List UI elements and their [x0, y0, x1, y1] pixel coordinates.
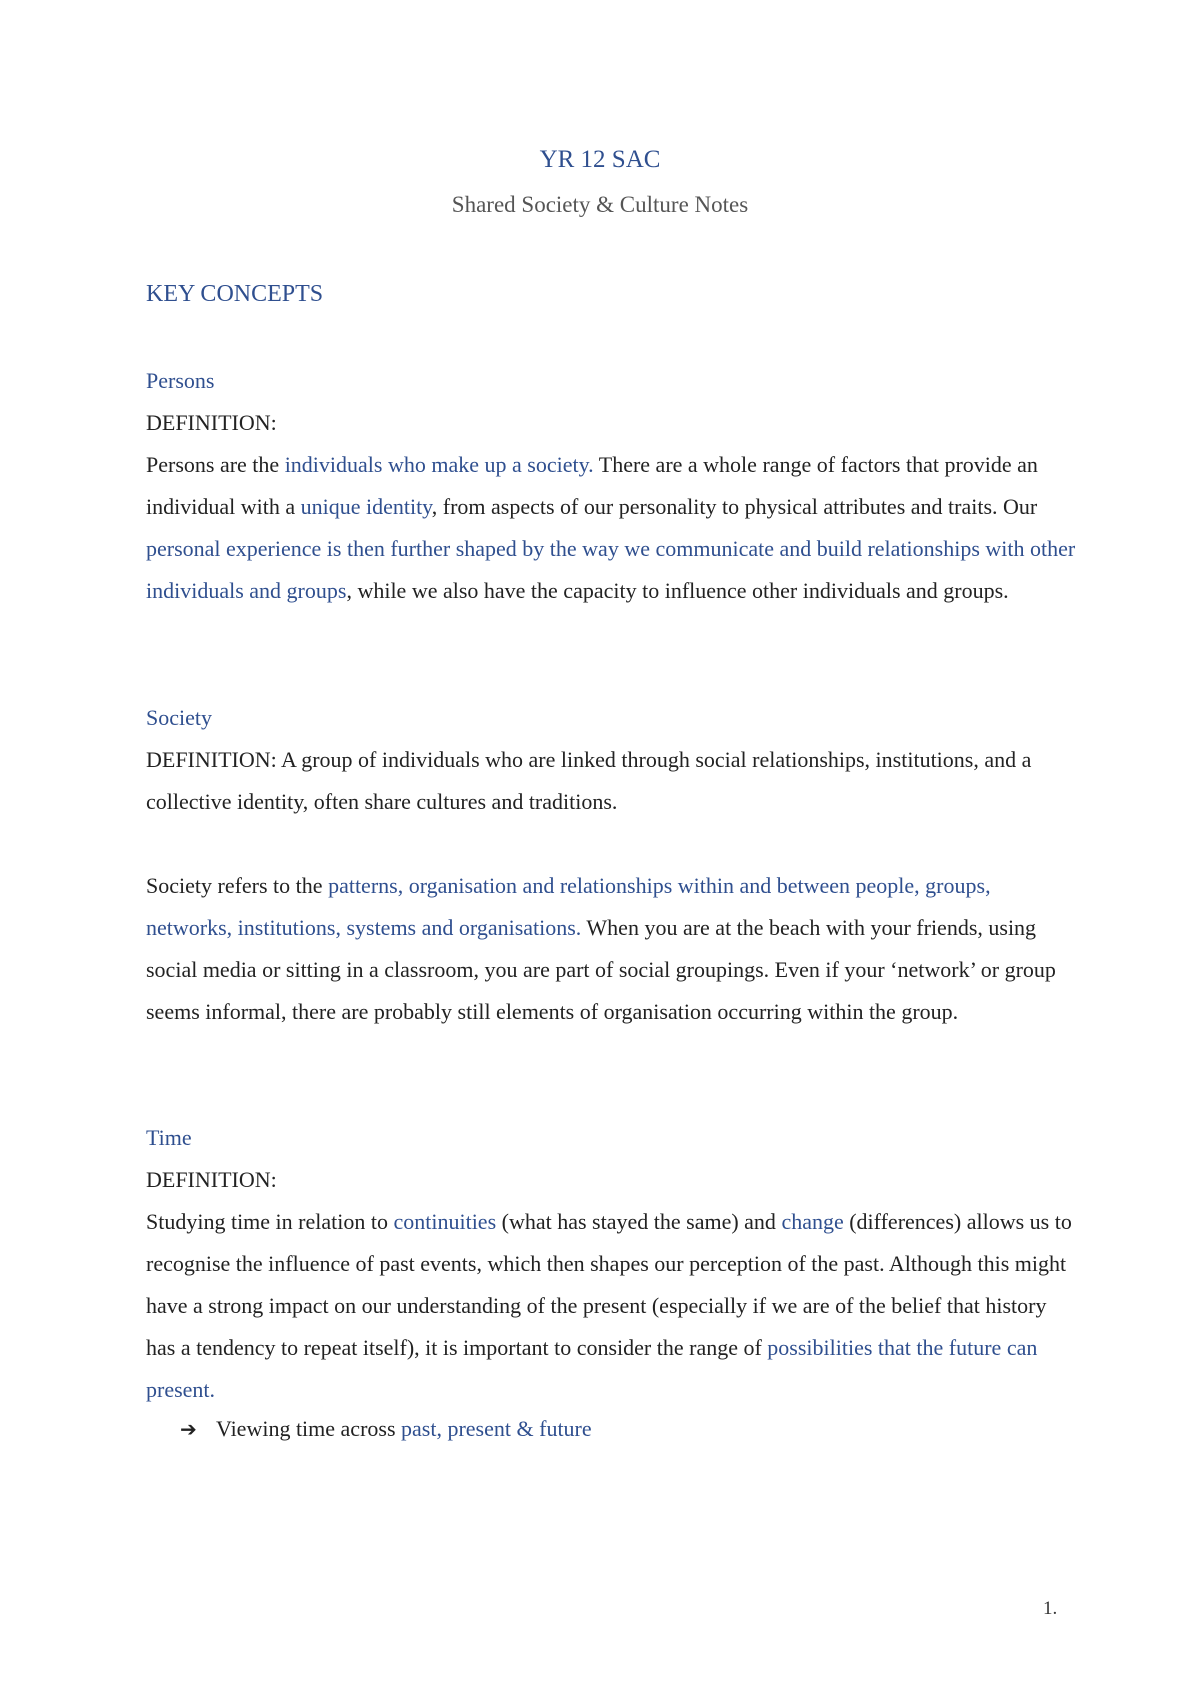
- time-bullet-highlight: past, present & future: [401, 1416, 592, 1441]
- persons-section: [146, 360, 1076, 612]
- arrow-right-icon: ➔: [180, 1417, 197, 1441]
- persons-paragraph: [146, 444, 1076, 612]
- time-heading: Time: [146, 1125, 192, 1150]
- time-section: [146, 1117, 1076, 1411]
- society-paragraph: [146, 865, 1076, 1033]
- page-number: 1.: [1043, 1598, 1058, 1619]
- time-bullet-item: [180, 1408, 592, 1450]
- document-title: YR 12 SAC: [539, 146, 661, 173]
- time-text-2: (what has stayed the same) and: [496, 1209, 782, 1234]
- time-highlight-3: possibilities that the future can present.: [146, 1335, 1038, 1402]
- persons-text-3: , from aspects of our personality to physical attributes and traits. Our: [431, 494, 1038, 519]
- society-text-2: When you are at the beach with your friends, using social media or sitting in a classroom, you are part of social groupings. Even if your ‘network’ or group seems informal, there are probably still elements of organisation occurring within the group.: [146, 915, 1056, 1024]
- society-body: [146, 865, 1076, 1033]
- time-text-1: Studying time in relation to: [146, 1209, 394, 1234]
- society-section: [146, 697, 1076, 823]
- persons-definition-label: DEFINITION:: [146, 410, 277, 435]
- document-subtitle: Shared Society & Culture Notes: [451, 192, 749, 217]
- time-definition-label: DEFINITION:: [146, 1167, 277, 1192]
- persons-highlight-1: individuals who make up a society.: [284, 452, 594, 477]
- time-text-3: (differences) allows us to recognise the influence of past events, which then shapes our perception of the past. Although this might have a strong impact on our understanding of the present (especially if we are of the belief that history has a tendency to repeat itself), it is important to consider the range of: [146, 1209, 1072, 1360]
- persons-highlight-3: personal experience is then further shaped by the way we communicate and build relationships with other individuals and groups: [146, 536, 1076, 603]
- persons-text-1: Persons are the: [146, 452, 285, 477]
- persons-text-2: There are a whole range of factors that provide an individual with a: [146, 452, 1038, 519]
- persons-text-4: , while we also have the capacity to influence other individuals and groups.: [346, 578, 1009, 603]
- society-text-1: Society refers to the: [146, 873, 329, 898]
- persons-heading: Persons: [146, 368, 215, 393]
- time-highlight-2: change: [781, 1209, 844, 1234]
- time-highlight-1: continuities: [393, 1209, 497, 1234]
- society-definition: DEFINITION: A group of individuals who are linked through social relationships, institutions, and a collective identity, often share cultures and traditions.: [146, 747, 1032, 814]
- society-heading: Society: [146, 705, 212, 730]
- society-highlight-1: patterns, organisation and relationships within and between people, groups, networks, institutions, systems and organisations.: [146, 873, 991, 940]
- time-paragraph: [146, 1201, 1076, 1411]
- persons-highlight-2: unique identity: [300, 494, 432, 519]
- time-bullet-text: Viewing time across: [216, 1416, 402, 1441]
- section-heading-key-concepts: KEY CONCEPTS: [146, 281, 324, 307]
